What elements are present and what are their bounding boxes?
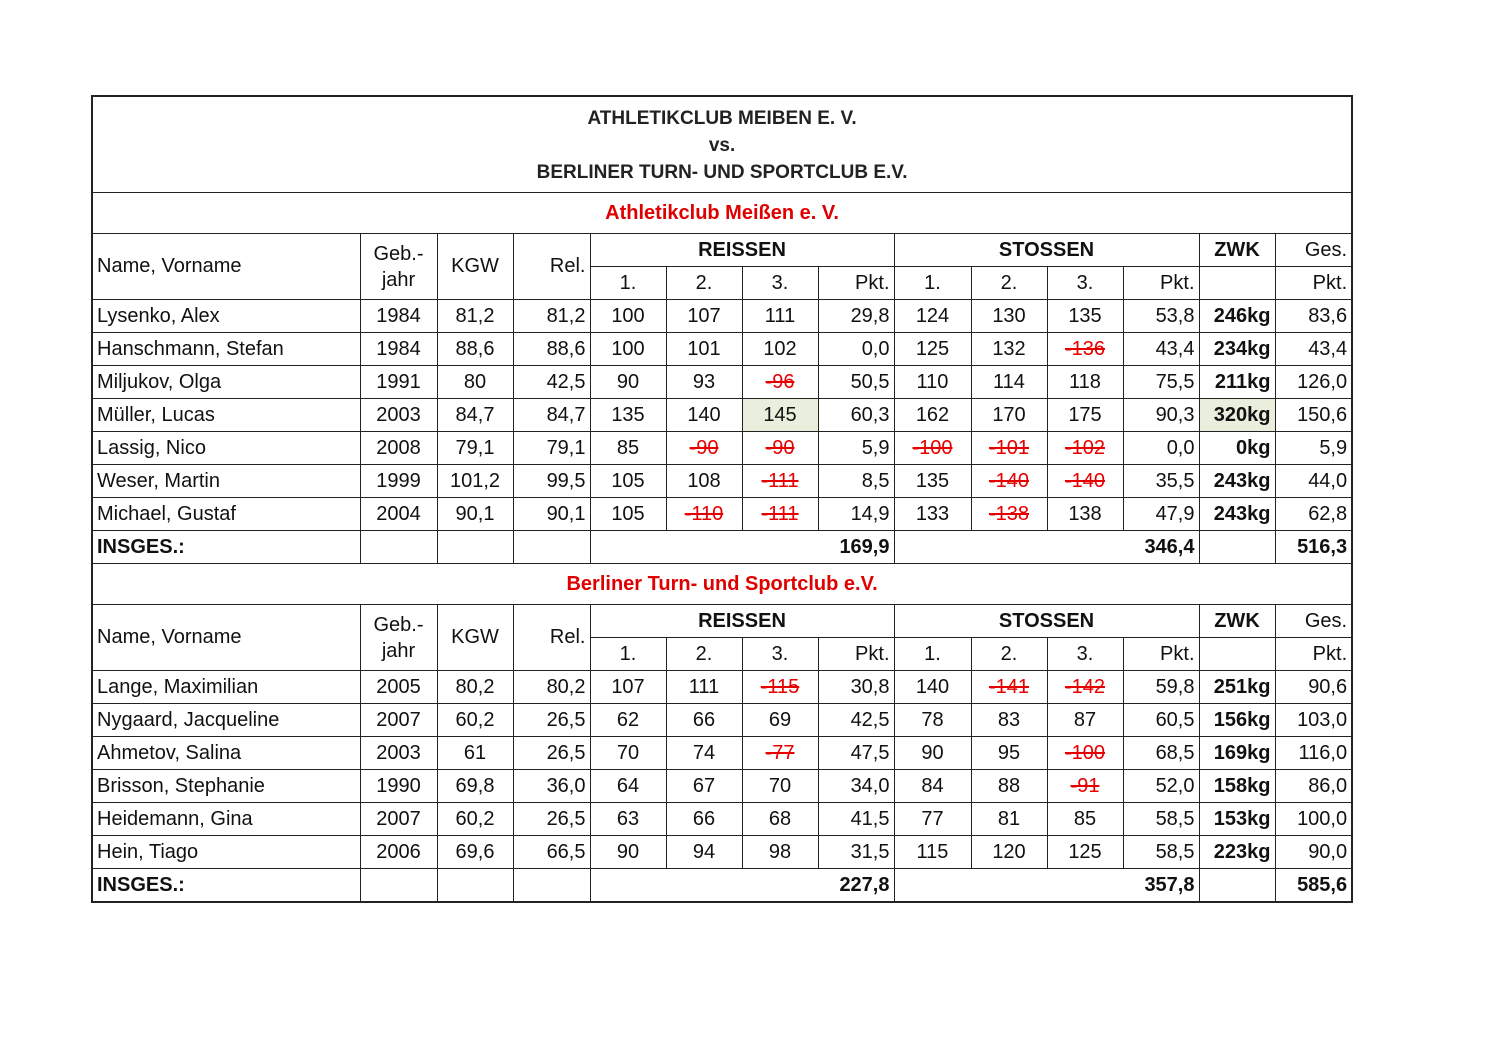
birth-year: 1984 (360, 300, 437, 333)
total-label: INSGES.: (92, 869, 360, 903)
col-ges-header: Ges. (1275, 234, 1352, 267)
empty-cell (1199, 531, 1275, 564)
relative-value: 99,5 (513, 465, 590, 498)
athlete-row (92, 737, 1352, 770)
athlete-name: Hein, Tiago (92, 836, 360, 869)
total-points: 62,8 (1275, 498, 1352, 531)
reissen-attempt: 70 (742, 770, 818, 803)
stossen-attempt-1-header: 1. (894, 638, 971, 671)
stossen-attempt: 84 (894, 770, 971, 803)
relative-value: 26,5 (513, 803, 590, 836)
title-line-2: vs. (708, 135, 736, 156)
total-points: 90,6 (1275, 671, 1352, 704)
relative-value: 90,1 (513, 498, 590, 531)
reissen-points: 30,8 (818, 671, 894, 704)
title-line-3: BERLINER TURN- UND SPORTCLUB E.V. (536, 162, 908, 183)
stossen-attempt: 118 (1047, 366, 1123, 399)
empty-cell (437, 531, 513, 564)
total-points: 103,0 (1275, 704, 1352, 737)
body-weight: 80,2 (437, 671, 513, 704)
stossen-attempt: 78 (894, 704, 971, 737)
birth-year: 1991 (360, 366, 437, 399)
stossen-attempt: 77 (894, 803, 971, 836)
reissen-attempt: 93 (666, 366, 742, 399)
stossen-attempt: 87 (1047, 704, 1123, 737)
birth-year: 1999 (360, 465, 437, 498)
stossen-attempt: 138 (1047, 498, 1123, 531)
total-points: 86,0 (1275, 770, 1352, 803)
reissen-attempt: 66 (666, 803, 742, 836)
stossen-attempt: 110 (894, 366, 971, 399)
athlete-name: Michael, Gustaf (92, 498, 360, 531)
col-name-header: Name, Vorname (92, 605, 360, 671)
reissen-attempt: 64 (590, 770, 666, 803)
stossen-pkt-header: Pkt. (1123, 638, 1199, 671)
zwk-total: 211kg (1199, 366, 1275, 399)
reissen-attempt: 94 (666, 836, 742, 869)
body-weight: 84,7 (437, 399, 513, 432)
athlete-name: Lange, Maximilian (92, 671, 360, 704)
relative-value: 79,1 (513, 432, 590, 465)
reissen-attempt-2-header: 2. (666, 267, 742, 300)
col-year-header (360, 234, 437, 300)
athlete-row (92, 300, 1352, 333)
stossen-attempt: 120 (971, 836, 1047, 869)
reissen-attempt-1-header: 1. (590, 638, 666, 671)
reissen-attempt-3-header: 3. (742, 638, 818, 671)
stossen-points: 58,5 (1123, 836, 1199, 869)
stossen-attempt-failed: -102 (1047, 432, 1123, 465)
stossen-attempt: 88 (971, 770, 1047, 803)
zwk-total: 153kg (1199, 803, 1275, 836)
athlete-name: Brisson, Stephanie (92, 770, 360, 803)
reissen-attempt: 62 (590, 704, 666, 737)
stossen-attempt: 140 (894, 671, 971, 704)
col-year-header-line1: Geb.- (373, 613, 424, 636)
zwk-total: 158kg (1199, 770, 1275, 803)
stossen-attempt-failed: -140 (971, 465, 1047, 498)
reissen-attempt: 111 (742, 300, 818, 333)
athlete-name: Lysenko, Alex (92, 300, 360, 333)
birth-year: 1990 (360, 770, 437, 803)
reissen-points: 5,9 (818, 432, 894, 465)
birth-year: 1984 (360, 333, 437, 366)
stossen-points: 53,8 (1123, 300, 1199, 333)
col-year-header-line2: jahr (381, 268, 416, 291)
total-points: 90,0 (1275, 836, 1352, 869)
body-weight: 88,6 (437, 333, 513, 366)
reissen-points: 8,5 (818, 465, 894, 498)
col-year-header-line2: jahr (381, 639, 416, 662)
stossen-points: 90,3 (1123, 399, 1199, 432)
stossen-attempt-failed: -101 (971, 432, 1047, 465)
reissen-points: 34,0 (818, 770, 894, 803)
total-label: INSGES.: (92, 531, 360, 564)
team-header-row (92, 564, 1352, 605)
reissen-attempt: 100 (590, 300, 666, 333)
reissen-attempt-failed: -77 (742, 737, 818, 770)
stossen-attempt: 130 (971, 300, 1047, 333)
reissen-attempt-3-header: 3. (742, 267, 818, 300)
total-points: 5,9 (1275, 432, 1352, 465)
stossen-points: 0,0 (1123, 432, 1199, 465)
stossen-total: 357,8 (894, 869, 1199, 903)
reissen-attempt: 100 (590, 333, 666, 366)
stossen-attempt-failed: -141 (971, 671, 1047, 704)
athlete-name: Müller, Lucas (92, 399, 360, 432)
team-total-row (92, 869, 1352, 903)
column-header-row (92, 234, 1352, 267)
reissen-points: 31,5 (818, 836, 894, 869)
body-weight: 101,2 (437, 465, 513, 498)
reissen-attempt: 70 (590, 737, 666, 770)
reissen-attempt-failed: -90 (742, 432, 818, 465)
reissen-attempt: 111 (666, 671, 742, 704)
athlete-row (92, 465, 1352, 498)
reissen-total: 169,9 (590, 531, 894, 564)
zwk-total: 320kg (1199, 399, 1275, 432)
total-points: 44,0 (1275, 465, 1352, 498)
reissen-attempt-failed: -110 (666, 498, 742, 531)
stossen-points: 58,5 (1123, 803, 1199, 836)
reissen-attempt: 107 (590, 671, 666, 704)
col-zwk-header: ZWK (1199, 234, 1275, 267)
reissen-points: 50,5 (818, 366, 894, 399)
athlete-row (92, 432, 1352, 465)
title-row (92, 96, 1352, 193)
reissen-attempt: 85 (590, 432, 666, 465)
empty-cell (360, 869, 437, 903)
stossen-points: 75,5 (1123, 366, 1199, 399)
stossen-points: 43,4 (1123, 333, 1199, 366)
reissen-pkt-header: Pkt. (818, 638, 894, 671)
reissen-attempt: 140 (666, 399, 742, 432)
reissen-attempt: 105 (590, 465, 666, 498)
stossen-attempt-3-header: 3. (1047, 638, 1123, 671)
reissen-attempt: 68 (742, 803, 818, 836)
total-points: 150,6 (1275, 399, 1352, 432)
stossen-attempt: 115 (894, 836, 971, 869)
reissen-attempt: 90 (590, 366, 666, 399)
stossen-attempt-1-header: 1. (894, 267, 971, 300)
stossen-attempt: 83 (971, 704, 1047, 737)
total-points: 43,4 (1275, 333, 1352, 366)
reissen-attempt: 105 (590, 498, 666, 531)
reissen-points: 42,5 (818, 704, 894, 737)
reissen-attempt-failed: -90 (666, 432, 742, 465)
column-header-row (92, 605, 1352, 638)
empty-cell (513, 531, 590, 564)
col-rel-header: Rel. (513, 234, 590, 300)
reissen-points: 60,3 (818, 399, 894, 432)
stossen-attempt: 125 (894, 333, 971, 366)
reissen-attempt: 74 (666, 737, 742, 770)
team-name: Berliner Turn- und Sportclub e.V. (92, 564, 1352, 605)
zwk-subheader-empty (1199, 638, 1275, 671)
athlete-name: Ahmetov, Salina (92, 737, 360, 770)
zwk-total: 243kg (1199, 498, 1275, 531)
athlete-row (92, 671, 1352, 704)
zwk-total: 223kg (1199, 836, 1275, 869)
empty-cell (360, 531, 437, 564)
grand-total: 516,3 (1275, 531, 1352, 564)
col-year-header-line1: Geb.- (373, 242, 424, 265)
empty-cell (437, 869, 513, 903)
stossen-attempt: 81 (971, 803, 1047, 836)
athlete-name: Nygaard, Jacqueline (92, 704, 360, 737)
body-weight: 61 (437, 737, 513, 770)
col-stossen-header: STOSSEN (894, 605, 1199, 638)
reissen-points: 14,9 (818, 498, 894, 531)
reissen-attempt: 101 (666, 333, 742, 366)
birth-year: 2006 (360, 836, 437, 869)
total-points: 116,0 (1275, 737, 1352, 770)
relative-value: 42,5 (513, 366, 590, 399)
stossen-total: 346,4 (894, 531, 1199, 564)
athlete-row (92, 333, 1352, 366)
reissen-attempt: 145 (742, 399, 818, 432)
stossen-points: 59,8 (1123, 671, 1199, 704)
col-name-header: Name, Vorname (92, 234, 360, 300)
stossen-attempt: 90 (894, 737, 971, 770)
athlete-row (92, 399, 1352, 432)
stossen-attempt: 95 (971, 737, 1047, 770)
athlete-row (92, 803, 1352, 836)
birth-year: 2008 (360, 432, 437, 465)
athlete-row (92, 836, 1352, 869)
athlete-row (92, 704, 1352, 737)
athlete-row (92, 498, 1352, 531)
zwk-total: 0kg (1199, 432, 1275, 465)
stossen-attempt-failed: -138 (971, 498, 1047, 531)
stossen-attempt-failed: -140 (1047, 465, 1123, 498)
reissen-attempt: 135 (590, 399, 666, 432)
stossen-attempt-failed: -142 (1047, 671, 1123, 704)
reissen-attempt-2-header: 2. (666, 638, 742, 671)
reissen-total: 227,8 (590, 869, 894, 903)
reissen-attempt: 102 (742, 333, 818, 366)
reissen-points: 41,5 (818, 803, 894, 836)
stossen-attempt: 114 (971, 366, 1047, 399)
stossen-attempt: 125 (1047, 836, 1123, 869)
athlete-name: Hanschmann, Stefan (92, 333, 360, 366)
stossen-attempt-failed: -91 (1047, 770, 1123, 803)
body-weight: 90,1 (437, 498, 513, 531)
stossen-points: 47,9 (1123, 498, 1199, 531)
stossen-attempt-2-header: 2. (971, 638, 1047, 671)
reissen-points: 29,8 (818, 300, 894, 333)
birth-year: 2007 (360, 803, 437, 836)
body-weight: 60,2 (437, 803, 513, 836)
relative-value: 26,5 (513, 704, 590, 737)
relative-value: 26,5 (513, 737, 590, 770)
reissen-attempt: 63 (590, 803, 666, 836)
athlete-row (92, 770, 1352, 803)
zwk-total: 251kg (1199, 671, 1275, 704)
stossen-points: 60,5 (1123, 704, 1199, 737)
stossen-attempt: 85 (1047, 803, 1123, 836)
col-reissen-header: REISSEN (590, 605, 894, 638)
body-weight: 60,2 (437, 704, 513, 737)
stossen-points: 35,5 (1123, 465, 1199, 498)
zwk-total: 243kg (1199, 465, 1275, 498)
reissen-attempt-1-header: 1. (590, 267, 666, 300)
stossen-attempt-3-header: 3. (1047, 267, 1123, 300)
stossen-attempt-failed: -136 (1047, 333, 1123, 366)
body-weight: 80 (437, 366, 513, 399)
match-title (92, 96, 1352, 193)
empty-cell (1199, 869, 1275, 903)
reissen-attempt: 108 (666, 465, 742, 498)
reissen-pkt-header: Pkt. (818, 267, 894, 300)
total-points: 83,6 (1275, 300, 1352, 333)
reissen-attempt-failed: -96 (742, 366, 818, 399)
reissen-attempt-failed: -111 (742, 498, 818, 531)
reissen-attempt: 90 (590, 836, 666, 869)
athlete-name: Miljukov, Olga (92, 366, 360, 399)
zwk-subheader-empty (1199, 267, 1275, 300)
col-kgw-header: KGW (437, 234, 513, 300)
stossen-attempt: 124 (894, 300, 971, 333)
athlete-name: Lassig, Nico (92, 432, 360, 465)
reissen-attempt: 66 (666, 704, 742, 737)
athlete-row (92, 366, 1352, 399)
stossen-attempt-failed: -100 (894, 432, 971, 465)
reissen-attempt: 69 (742, 704, 818, 737)
stossen-attempt-failed: -100 (1047, 737, 1123, 770)
col-kgw-header: KGW (437, 605, 513, 671)
body-weight: 69,8 (437, 770, 513, 803)
relative-value: 36,0 (513, 770, 590, 803)
col-zwk-header: ZWK (1199, 605, 1275, 638)
athlete-name: Weser, Martin (92, 465, 360, 498)
empty-cell (513, 869, 590, 903)
ges-pkt-header: Pkt. (1275, 267, 1352, 300)
reissen-points: 47,5 (818, 737, 894, 770)
stossen-attempt: 175 (1047, 399, 1123, 432)
zwk-total: 169kg (1199, 737, 1275, 770)
col-stossen-header: STOSSEN (894, 234, 1199, 267)
relative-value: 81,2 (513, 300, 590, 333)
stossen-attempt: 162 (894, 399, 971, 432)
reissen-attempt-failed: -115 (742, 671, 818, 704)
relative-value: 80,2 (513, 671, 590, 704)
reissen-points: 0,0 (818, 333, 894, 366)
team-header-row (92, 193, 1352, 234)
relative-value: 88,6 (513, 333, 590, 366)
team-name: Athletikclub Meißen e. V. (92, 193, 1352, 234)
birth-year: 2007 (360, 704, 437, 737)
stossen-attempt: 133 (894, 498, 971, 531)
stossen-points: 52,0 (1123, 770, 1199, 803)
total-points: 100,0 (1275, 803, 1352, 836)
reissen-attempt: 98 (742, 836, 818, 869)
stossen-attempt-2-header: 2. (971, 267, 1047, 300)
athlete-name: Heidemann, Gina (92, 803, 360, 836)
birth-year: 2004 (360, 498, 437, 531)
zwk-total: 234kg (1199, 333, 1275, 366)
body-weight: 81,2 (437, 300, 513, 333)
birth-year: 2003 (360, 737, 437, 770)
zwk-total: 246kg (1199, 300, 1275, 333)
stossen-attempt: 132 (971, 333, 1047, 366)
reissen-attempt-failed: -111 (742, 465, 818, 498)
reissen-attempt: 67 (666, 770, 742, 803)
col-reissen-header: REISSEN (590, 234, 894, 267)
competition-table (91, 95, 1353, 903)
birth-year: 2003 (360, 399, 437, 432)
stossen-attempt: 135 (1047, 300, 1123, 333)
col-rel-header: Rel. (513, 605, 590, 671)
relative-value: 66,5 (513, 836, 590, 869)
total-points: 126,0 (1275, 366, 1352, 399)
stossen-attempt: 135 (894, 465, 971, 498)
grand-total: 585,6 (1275, 869, 1352, 903)
col-year-header (360, 605, 437, 671)
relative-value: 84,7 (513, 399, 590, 432)
zwk-total: 156kg (1199, 704, 1275, 737)
stossen-pkt-header: Pkt. (1123, 267, 1199, 300)
col-ges-header: Ges. (1275, 605, 1352, 638)
title-line-1: ATHLETIKCLUB MEIBEN E. V. (587, 108, 857, 129)
ges-pkt-header: Pkt. (1275, 638, 1352, 671)
stossen-attempt: 170 (971, 399, 1047, 432)
stossen-points: 68,5 (1123, 737, 1199, 770)
team-total-row (92, 531, 1352, 564)
body-weight: 79,1 (437, 432, 513, 465)
birth-year: 2005 (360, 671, 437, 704)
reissen-attempt: 107 (666, 300, 742, 333)
body-weight: 69,6 (437, 836, 513, 869)
